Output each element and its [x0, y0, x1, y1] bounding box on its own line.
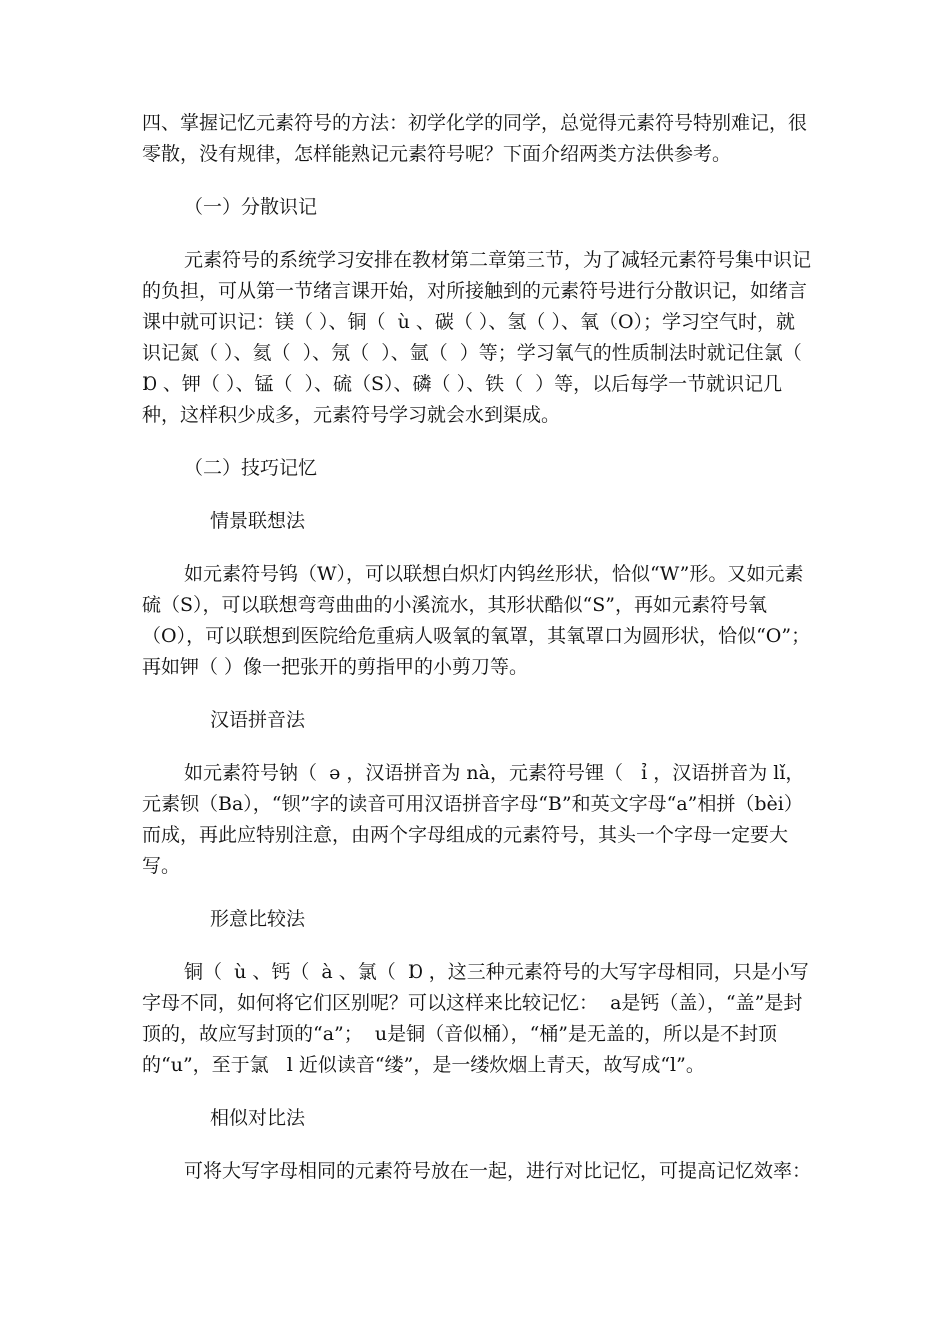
method-title-pinyin: 汉语拼音法 — [210, 709, 306, 731]
section-heading-technique: （二）技巧记忆 — [184, 457, 318, 479]
document-page — [142, 108, 812, 1187]
pinyin-paragraph: 如元素符号钠（ ə ，汉语拼音为 nà，元素符号锂（ ỉ ，汉语拼音为 lǐ，元素钡（Ba），“钡”字的读音可用汉语拼音字母“B”和英文字母“a”相拼（bèi）而成，再此应特别注意，由两个字母组成的元素符号，其头一个字母一定要大写。 — [142, 762, 805, 877]
shape-meaning-paragraph: 铜（ ù 、钙（ à 、氯（ Ɒ ，这三种元素符号的大写字母相同，只是小写字母不同，如何将它们区别呢？可以这样来比较记忆： a是钙（盖），“盖”是封顶的，故应写封顶的“a”； u是铜（音似桶），“桶”是无盖的，所以是不封顶的“u”，至于氯 l 近似读音“缕”，是一缕炊烟上青天，故写成“l”。 — [142, 961, 809, 1076]
method-title-similar-contrast: 相似对比法 — [210, 1107, 306, 1129]
dispersed-memory-paragraph: 元素符号的系统学习安排在教材第二章第三节，为了减轻元素符号集中识记的负担，可从第一节绪言课开始，对所接触到的元素符号进行分散识记，如绪言课中就可识记：镁（ ）、铜（ ù 、碳（ ）、氢（ ）、氧（O）；学习空气时，就识记氮（ ）、氦（ ）、氖（ ）、氩（ ）等；学习氧气的性质制法时就记住氯（ Ɒ 、钾（ ）、锰（ ）、硫（S）、磷（ ）、铁（ ）等，以后每学一节就识记几种，这样积少成多，元素符号学习就会水到渠成。 — [142, 249, 814, 426]
method-title-shape-meaning: 形意比较法 — [210, 908, 306, 930]
section-heading-dispersed: （一）分散识记 — [184, 196, 318, 218]
method-title-scene-association: 情景联想法 — [210, 510, 306, 532]
similar-contrast-paragraph: 可将大写字母相同的元素符号放在一起，进行对比记忆，可提高记忆效率： — [184, 1160, 812, 1182]
scene-association-paragraph: 如元素符号钨（W），可以联想白炽灯内钨丝形状，恰似“W”形。又如元素硫（S），可以联想弯弯曲曲的小溪流水，其形状酷似“S”，再如元素符号氧（O），可以联想到医院给危重病人吸氧的氧罩，其氧罩口为圆形状，恰似“O”；再如钾（ ）像一把张开的剪指甲的小剪刀等。 — [142, 563, 811, 678]
intro-paragraph: 四、掌握记忆元素符号的方法：初学化学的同学，总觉得元素符号特别难记，很零散，没有规律，怎样能熟记元素符号呢？下面介绍两类方法供参考。 — [142, 112, 808, 165]
